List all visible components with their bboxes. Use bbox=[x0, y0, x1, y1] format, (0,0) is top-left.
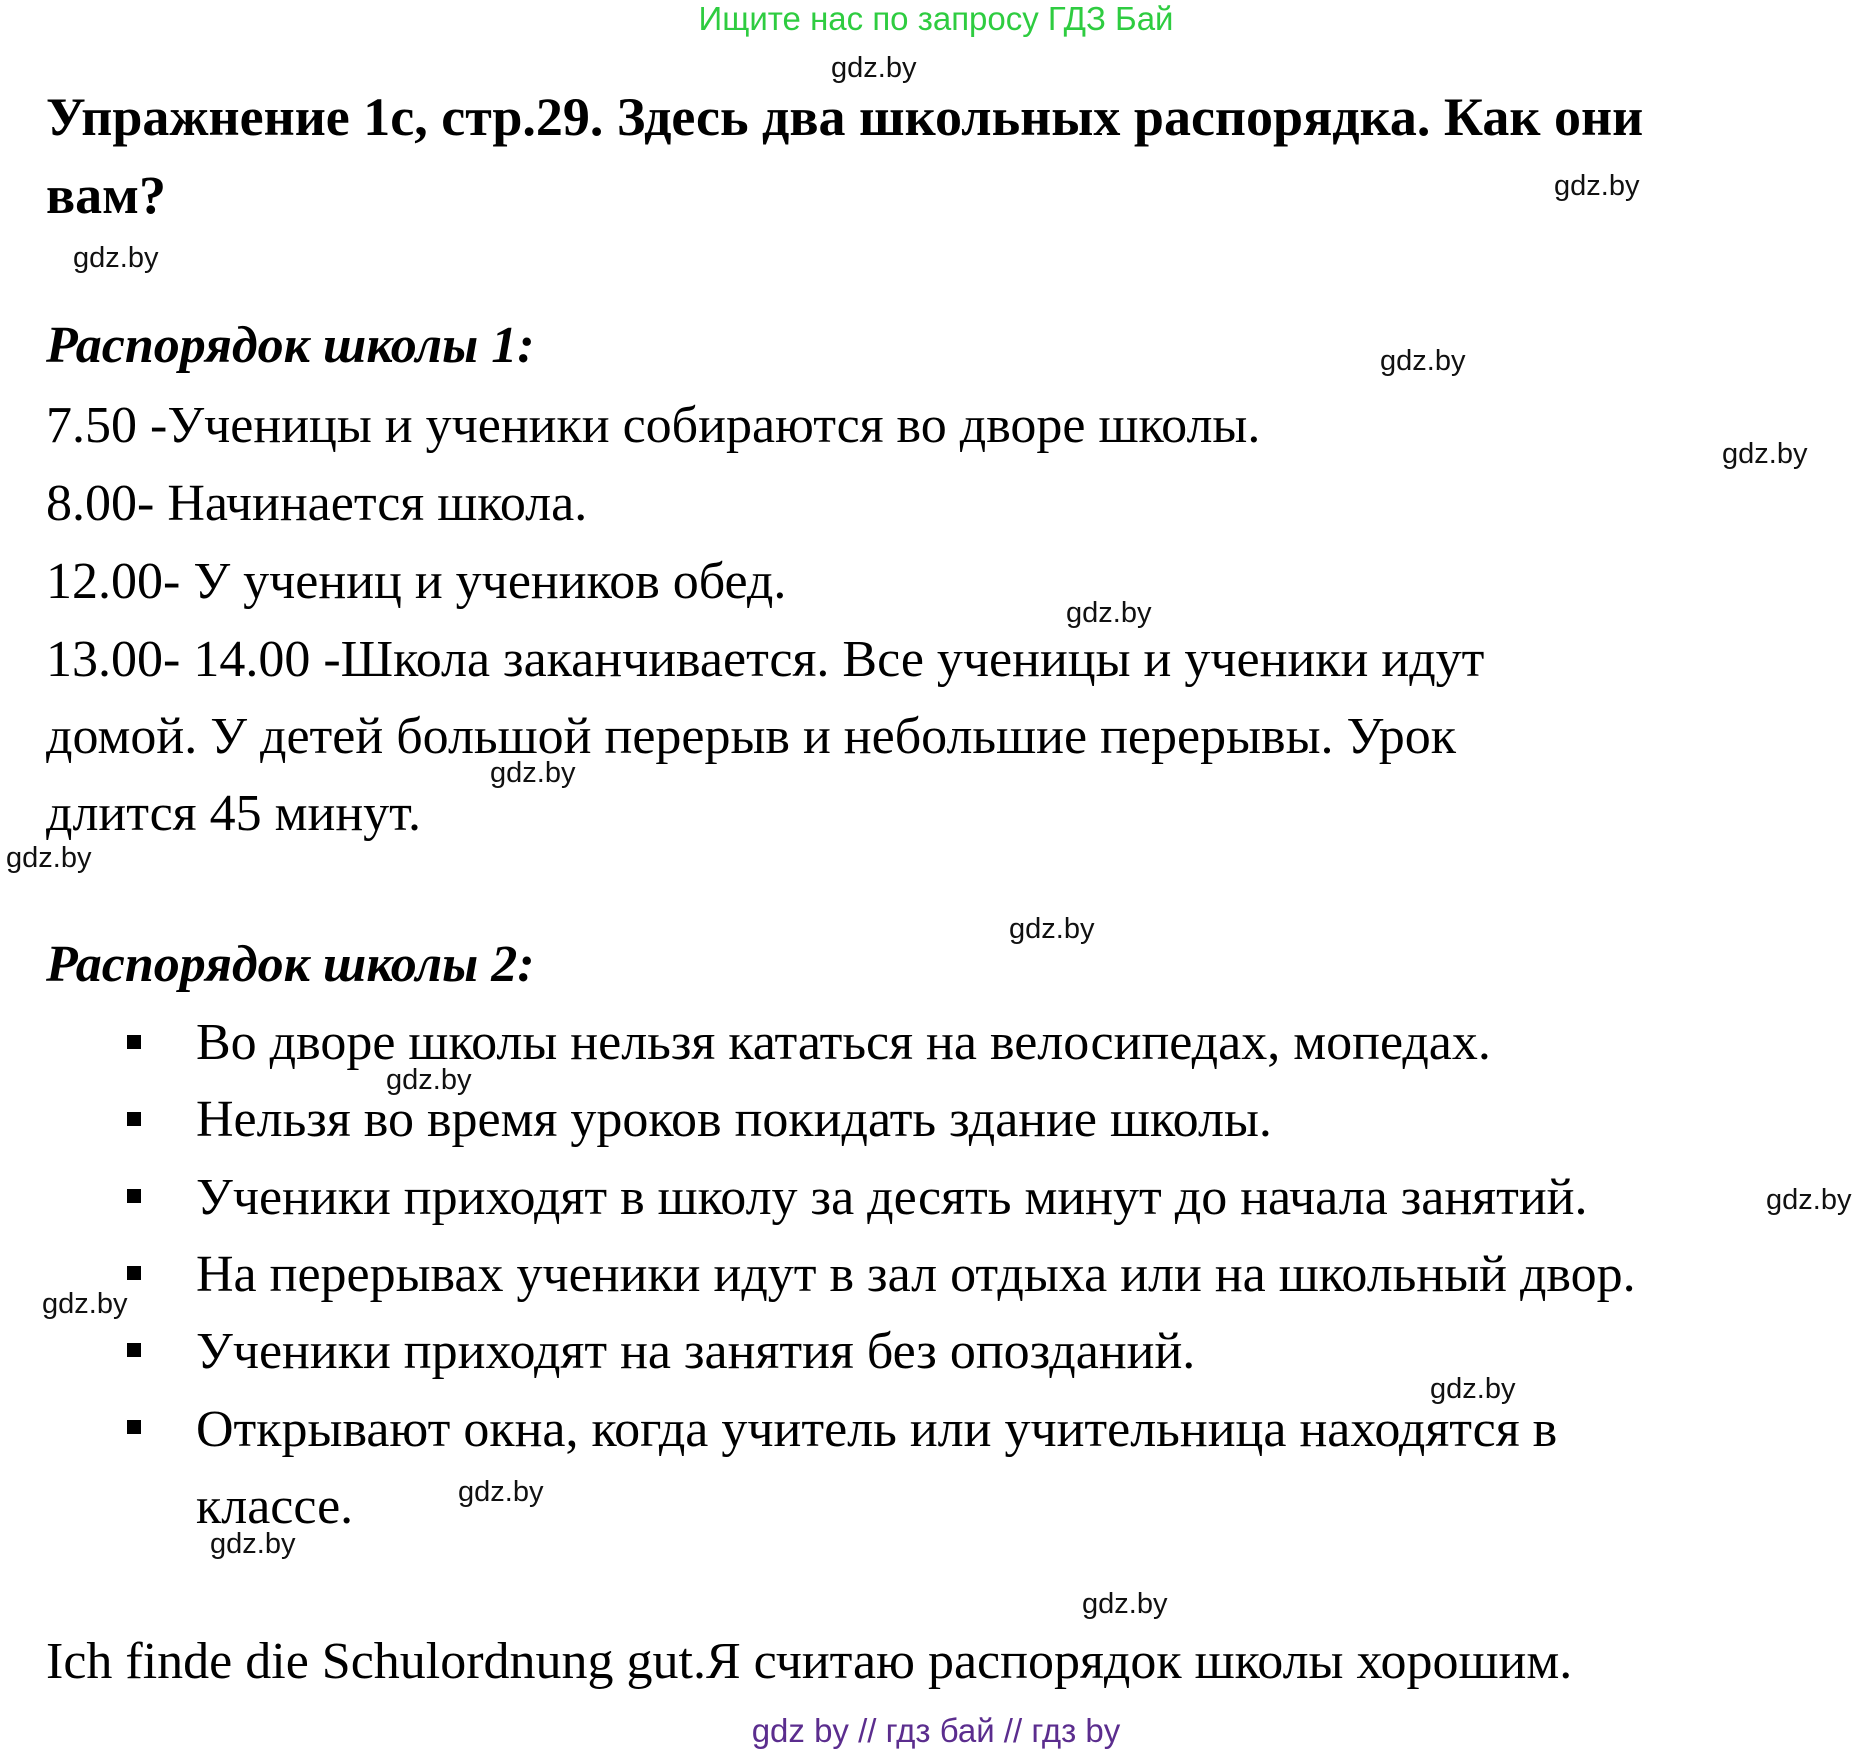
watermark: gdz.by bbox=[73, 242, 159, 274]
schedule-2-heading: Распорядок школы 2: bbox=[46, 936, 535, 993]
schedule-1-line: 8.00- Начинается школа. bbox=[46, 475, 588, 532]
watermark: gdz.by bbox=[6, 842, 92, 874]
schedule-1-line: 12.00- У учениц и учеников обед. bbox=[46, 553, 787, 610]
bullet-marker bbox=[127, 1420, 141, 1434]
exercise-title-line-1: Упражнение 1с, стр.29. Здесь два школьных распорядка. Как они bbox=[46, 87, 1644, 147]
schedule-2-bullet: На перерывах ученики идут в зал отдыха или на школьный двор. bbox=[196, 1246, 1636, 1303]
watermark: gdz.by bbox=[1722, 438, 1808, 470]
schedule-2-bullet: Нельзя во время уроков покидать здание школы. bbox=[196, 1091, 1272, 1148]
watermark: gdz.by bbox=[42, 1288, 128, 1320]
top-banner-text: Ищите нас по запросу ГДЗ Бай bbox=[698, 0, 1174, 37]
schedule-2-bullet: Ученики приходят на занятия без опозданий. bbox=[196, 1323, 1196, 1380]
watermark: gdz.by bbox=[1082, 1588, 1168, 1620]
watermark: gdz.by bbox=[1380, 345, 1466, 377]
bullet-marker bbox=[127, 1189, 141, 1203]
schedule-2-bullet: Во дворе школы нельзя кататься на велосипедах, мопедах. bbox=[196, 1014, 1491, 1071]
watermark: gdz.by bbox=[458, 1476, 544, 1508]
schedule-1-line: 7.50 -Ученицы и ученики собираются во дворе школы. bbox=[46, 397, 1261, 454]
footer-watermark: gdz by // гдз бай // гдз by bbox=[751, 1712, 1121, 1749]
schedule-1-line: 13.00- 14.00 -Школа заканчивается. Все ученицы и ученики идут bbox=[46, 631, 1485, 688]
watermark: gdz.by bbox=[210, 1528, 296, 1560]
watermark: gdz.by bbox=[490, 757, 576, 789]
schedule-1-line: домой. У детей большой перерыв и небольшие перерывы. Урок bbox=[46, 708, 1457, 765]
conclusion-text: Ich finde die Schulordnung gut.Я считаю распорядок школы хорошим. bbox=[46, 1633, 1573, 1690]
schedule-2-bullet-continuation: классе. bbox=[196, 1478, 354, 1535]
bullet-marker bbox=[127, 1112, 141, 1126]
bullet-marker bbox=[127, 1035, 141, 1049]
schedule-2-bullet: Открывают окна, когда учитель или учительница находятся в bbox=[196, 1401, 1558, 1458]
bullet-marker bbox=[127, 1266, 141, 1280]
watermark: gdz.by bbox=[386, 1064, 472, 1096]
watermark: gdz.by bbox=[1554, 170, 1640, 202]
watermark: gdz.by bbox=[831, 52, 917, 84]
watermark: gdz.by bbox=[1430, 1373, 1516, 1405]
watermark: gdz.by bbox=[1766, 1184, 1852, 1216]
watermark: gdz.by bbox=[1066, 597, 1152, 629]
bullet-marker bbox=[127, 1343, 141, 1357]
exercise-title-line-2: вам? bbox=[46, 165, 166, 225]
schedule-2-bullet: Ученики приходят в школу за десять минут до начала занятий. bbox=[196, 1169, 1588, 1226]
schedule-1-line: длится 45 минут. bbox=[46, 785, 421, 842]
watermark: gdz.by bbox=[1009, 913, 1095, 945]
schedule-1-heading: Распорядок школы 1: bbox=[46, 317, 535, 374]
